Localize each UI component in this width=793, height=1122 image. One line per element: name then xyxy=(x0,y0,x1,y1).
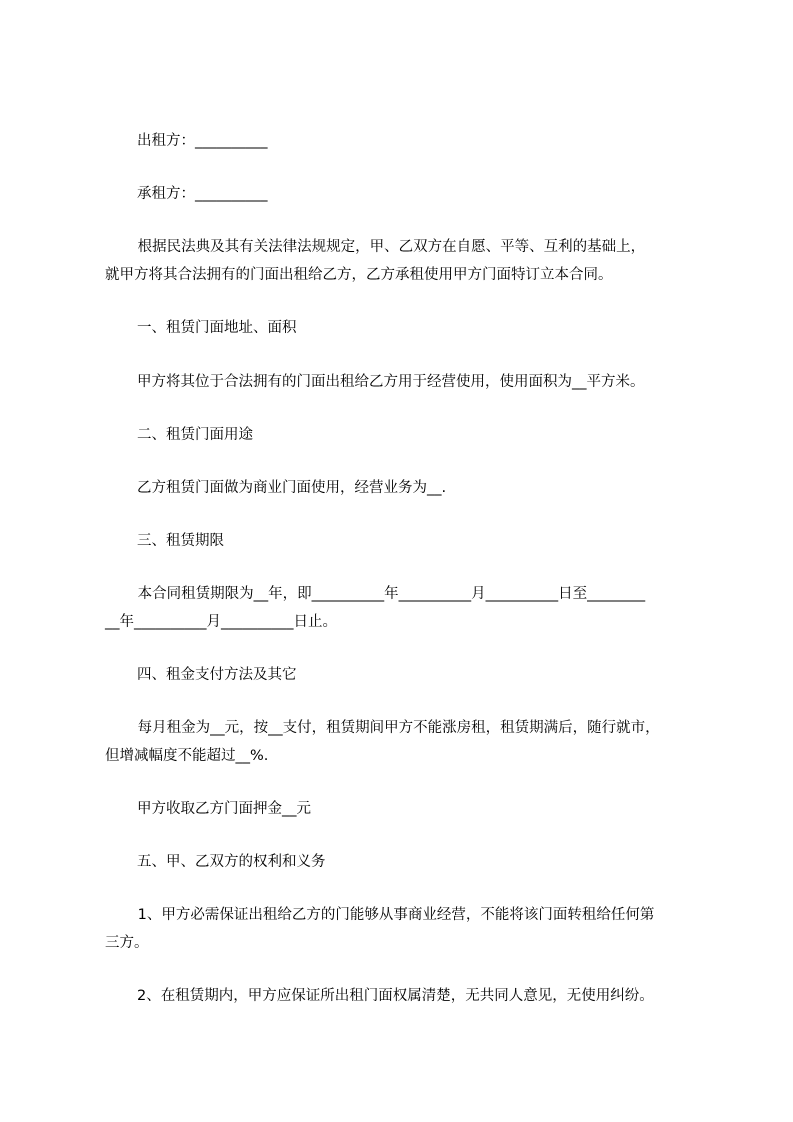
lessee-line: 承租方：__________ xyxy=(137,186,268,202)
section-4-heading: 四、租金支付方法及其它 xyxy=(137,667,297,683)
section-4-body-line-1: 每月租金为__元，按__支付，租赁期间甲方不能涨房租，租赁期满后，随行就市， xyxy=(133,720,660,736)
lessor-line: 出租方：__________ xyxy=(137,133,268,149)
section-4-deposit: 甲方收取乙方门面押金__元 xyxy=(137,801,311,817)
section-3-body-line-1: 本合同租赁期限为__年，即__________年__________月__________日至________ xyxy=(133,586,646,602)
preamble-line-1: 根据民法典及其有关法律法规规定，甲、乙双方在自愿、平等、互利的基础上， xyxy=(133,239,646,255)
section-5-item-1-line-2: 三方。 xyxy=(105,935,149,951)
section-3-body-line-2: __年__________月__________日止。 xyxy=(105,614,337,630)
section-2-heading: 二、租赁门面用途 xyxy=(137,427,253,443)
section-3-heading: 三、租赁期限 xyxy=(137,533,224,549)
section-5-item-2: 2、在租赁期内，甲方应保证所出租门面权属清楚，无共同人意见，无使用纠纷。 xyxy=(137,988,654,1004)
section-1-body: 甲方将其位于合法拥有的门面出租给乙方用于经营使用，使用面积为__平方米。 xyxy=(137,374,645,390)
section-2-body: 乙方租赁门面做为商业门面使用，经营业务为__. xyxy=(137,480,447,496)
section-5-heading: 五、甲、乙双方的权利和义务 xyxy=(137,854,326,870)
section-4-body-line-2: 但增减幅度不能超过__%. xyxy=(105,748,269,764)
preamble-line-2: 就甲方将其合法拥有的门面出租给乙方，乙方承租使用甲方门面特订立本合同。 xyxy=(105,267,613,283)
section-5-item-1-line-1: 1、甲方必需保证出租给乙方的门能够从事商业经营，不能将该门面转租给任何第 xyxy=(133,907,655,923)
section-1-heading: 一、租赁门面地址、面积 xyxy=(137,320,297,336)
